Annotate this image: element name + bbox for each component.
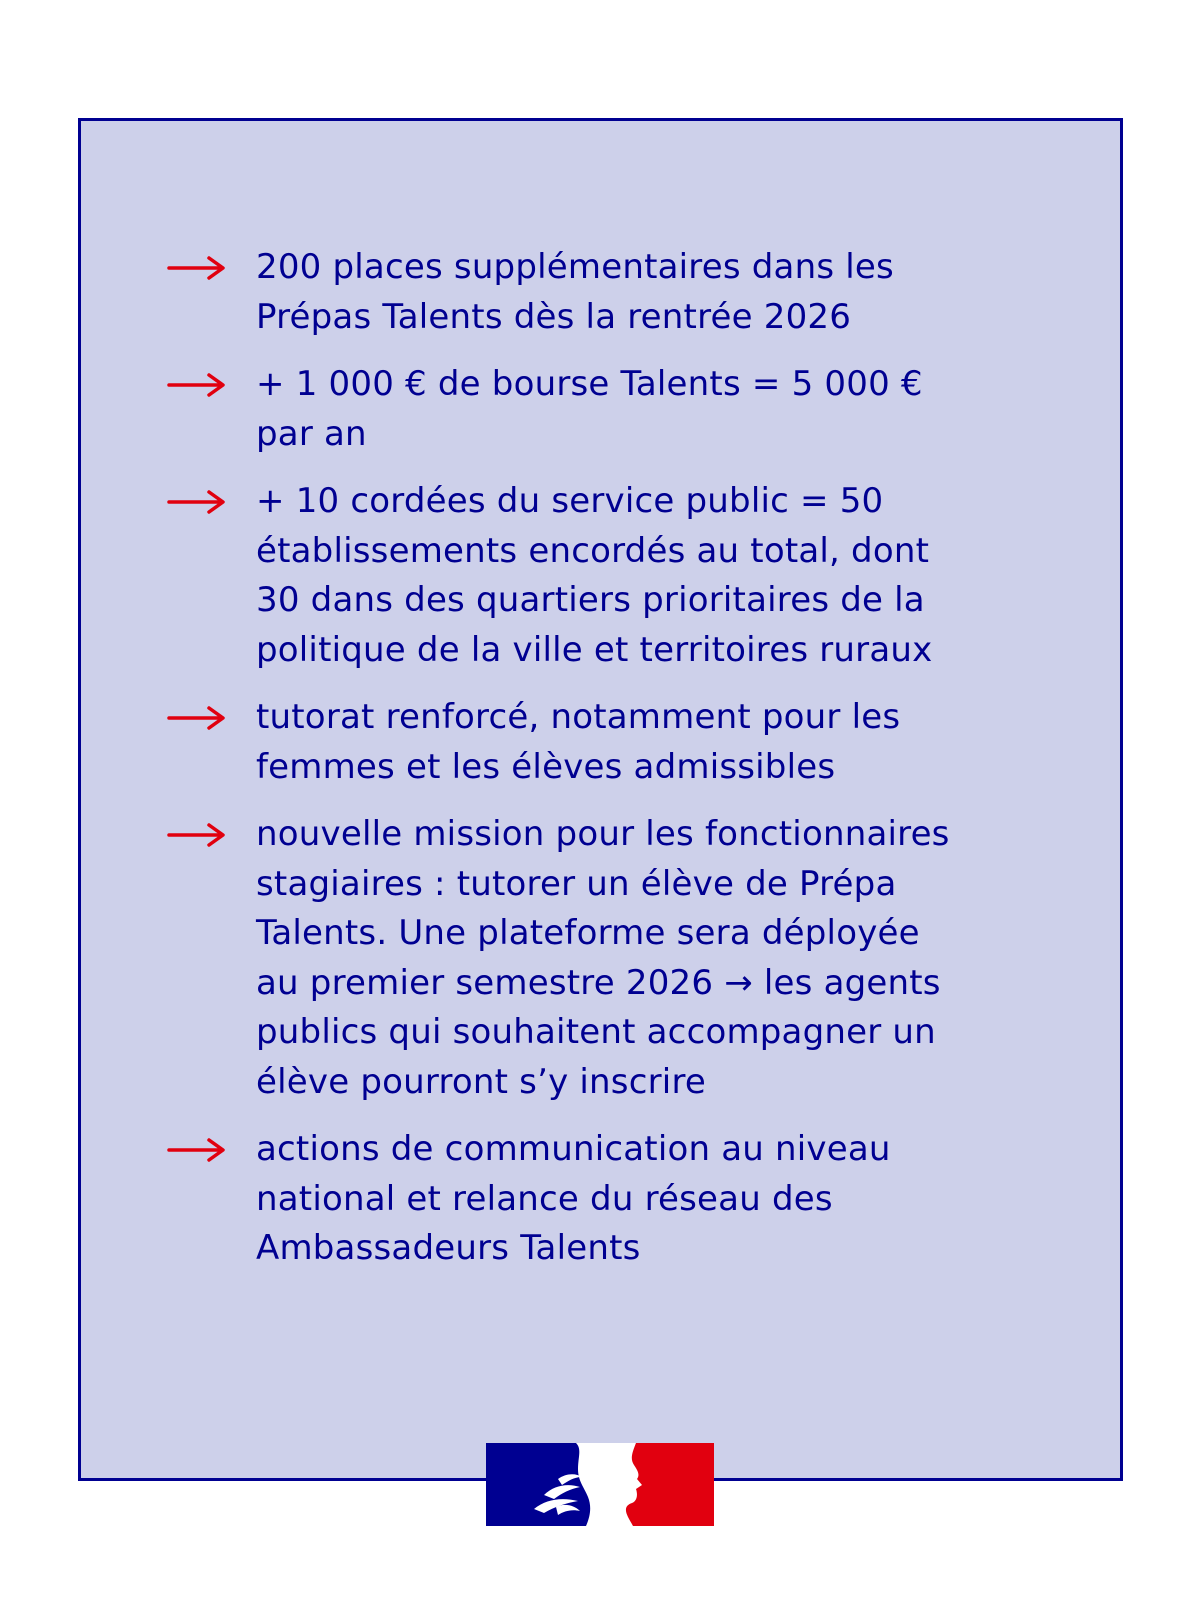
- bullet-line: 30 dans des quartiers prioritaires de la: [256, 580, 925, 620]
- bullet-line: femmes et les élèves admissibles: [256, 746, 836, 787]
- bullet-line: politique de la ville et territoires ruraux: [256, 629, 933, 670]
- arrow-right-icon: [167, 823, 227, 847]
- bullet-item: [81, 693, 1120, 792]
- bullet-text: [256, 243, 1048, 342]
- bullet-text: [256, 693, 1048, 792]
- bullet-line: nouvelle mission pour les fonctionnaires: [256, 814, 950, 854]
- bullet-line: 200 places supplémentaires dans les: [256, 247, 894, 287]
- marianne-logo-icon: [486, 1443, 714, 1526]
- bullet-line: au premier semestre 2026 → les agents: [256, 962, 941, 1003]
- bullet-line: Talents. Une plateforme sera déployée: [256, 913, 920, 953]
- bullet-line: établissements encordés au total, dont: [256, 530, 930, 571]
- bullet-line: Ambassadeurs Talents: [256, 1228, 641, 1268]
- bullet-item: [81, 810, 1120, 1107]
- bullet-line: Prépas Talents dès la rentrée 2026: [256, 296, 852, 337]
- bullet-line: actions de communication au niveau: [256, 1129, 891, 1169]
- arrow-right-icon: [167, 1138, 227, 1162]
- bullet-text: [256, 360, 1048, 459]
- bullet-line: + 1 000 € de bourse Talents = 5 000 €: [256, 364, 923, 404]
- bullet-item: [81, 477, 1120, 675]
- bullet-line: + 10 cordées du service public = 50: [256, 481, 884, 521]
- content-panel: [78, 118, 1123, 1481]
- bullet-line: publics qui souhaitent accompagner un: [256, 1012, 936, 1052]
- bullet-text: [256, 1125, 1048, 1274]
- bullet-line: stagiaires : tutorer un élève de Prépa: [256, 863, 897, 904]
- bullet-line: par an: [256, 413, 367, 454]
- bullet-line: tutorat renforcé, notamment pour les: [256, 697, 901, 737]
- bullet-line: national et relance du réseau des: [256, 1178, 833, 1219]
- bullet-item: [81, 1125, 1120, 1274]
- arrow-right-icon: [167, 373, 227, 397]
- bullet-line: élève pourront s’y inscrire: [256, 1061, 706, 1102]
- arrow-right-icon: [167, 706, 227, 730]
- bullet-item: [81, 243, 1120, 342]
- arrow-right-icon: [167, 256, 227, 280]
- bullet-text: [256, 810, 1048, 1107]
- arrow-right-icon: [167, 490, 227, 514]
- bullet-list: [81, 243, 1120, 1292]
- bullet-text: [256, 477, 1048, 675]
- bullet-item: [81, 360, 1120, 459]
